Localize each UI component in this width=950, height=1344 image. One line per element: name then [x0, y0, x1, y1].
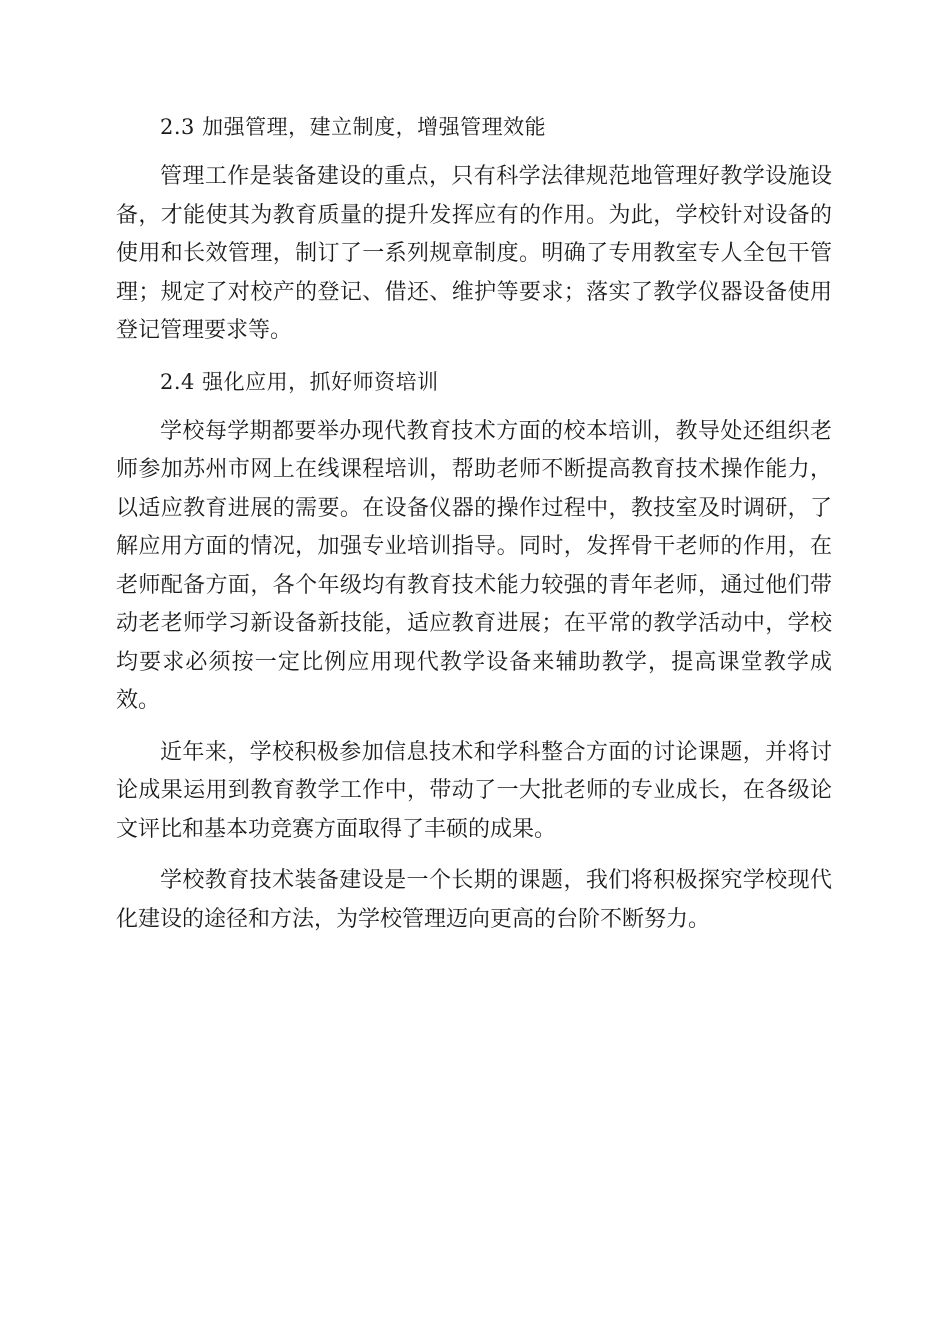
- document-page: [116, 108, 832, 939]
- paragraph-management: 管理工作是装备建设的重点，只有科学法律规范地管理好教学设施设备，才能使其为教育质量的提升发挥应有的作用。为此，学校针对设备的使用和长效管理，制订了一系列规章制度。明确了专用教室专人全包干管理；规定了对校产的登记、借还、维护等要求；落实了教学仪器设备使用登记管理要求等。: [116, 164, 832, 343]
- paragraph-research: 近年来，学校积极参加信息技术和学科整合方面的讨论课题，并将讨论成果运用到教育教学工作中，带动了一大批老师的专业成长，在各级论文评比和基本功竞赛方面取得了丰硕的成果。: [116, 739, 832, 842]
- section-heading-2-4: 2.4 强化应用，抓好师资培训: [160, 369, 439, 394]
- section-heading-2-3: 2.3 加强管理，建立制度，增强管理效能: [160, 115, 547, 139]
- paragraph-training: 学校每学期都要举办现代教育技术方面的校本培训，教导处还组织老师参加苏州市网上在线课程培训，帮助老师不断提高教育技术操作能力，以适应教育进展的需要。在设备仪器的操作过程中，教技室及时调研，了解应用方面的情况，加强专业培训指导。同时，发挥骨干老师的作用，在老师配备方面，各个年级均有教育技术能力较强的青年老师，通过他们带动老老师学习新设备新技能，适应教育进展；在平常的教学活动中，学校均要求必须按一定比例应用现代教学设备来辅助教学，提高课堂教学成效。: [116, 418, 832, 713]
- paragraph-conclusion: 学校教育技术装备建设是一个长期的课题，我们将积极探究学校现代化建设的途径和方法，为学校管理迈向更高的台阶不断努力。: [116, 868, 832, 932]
